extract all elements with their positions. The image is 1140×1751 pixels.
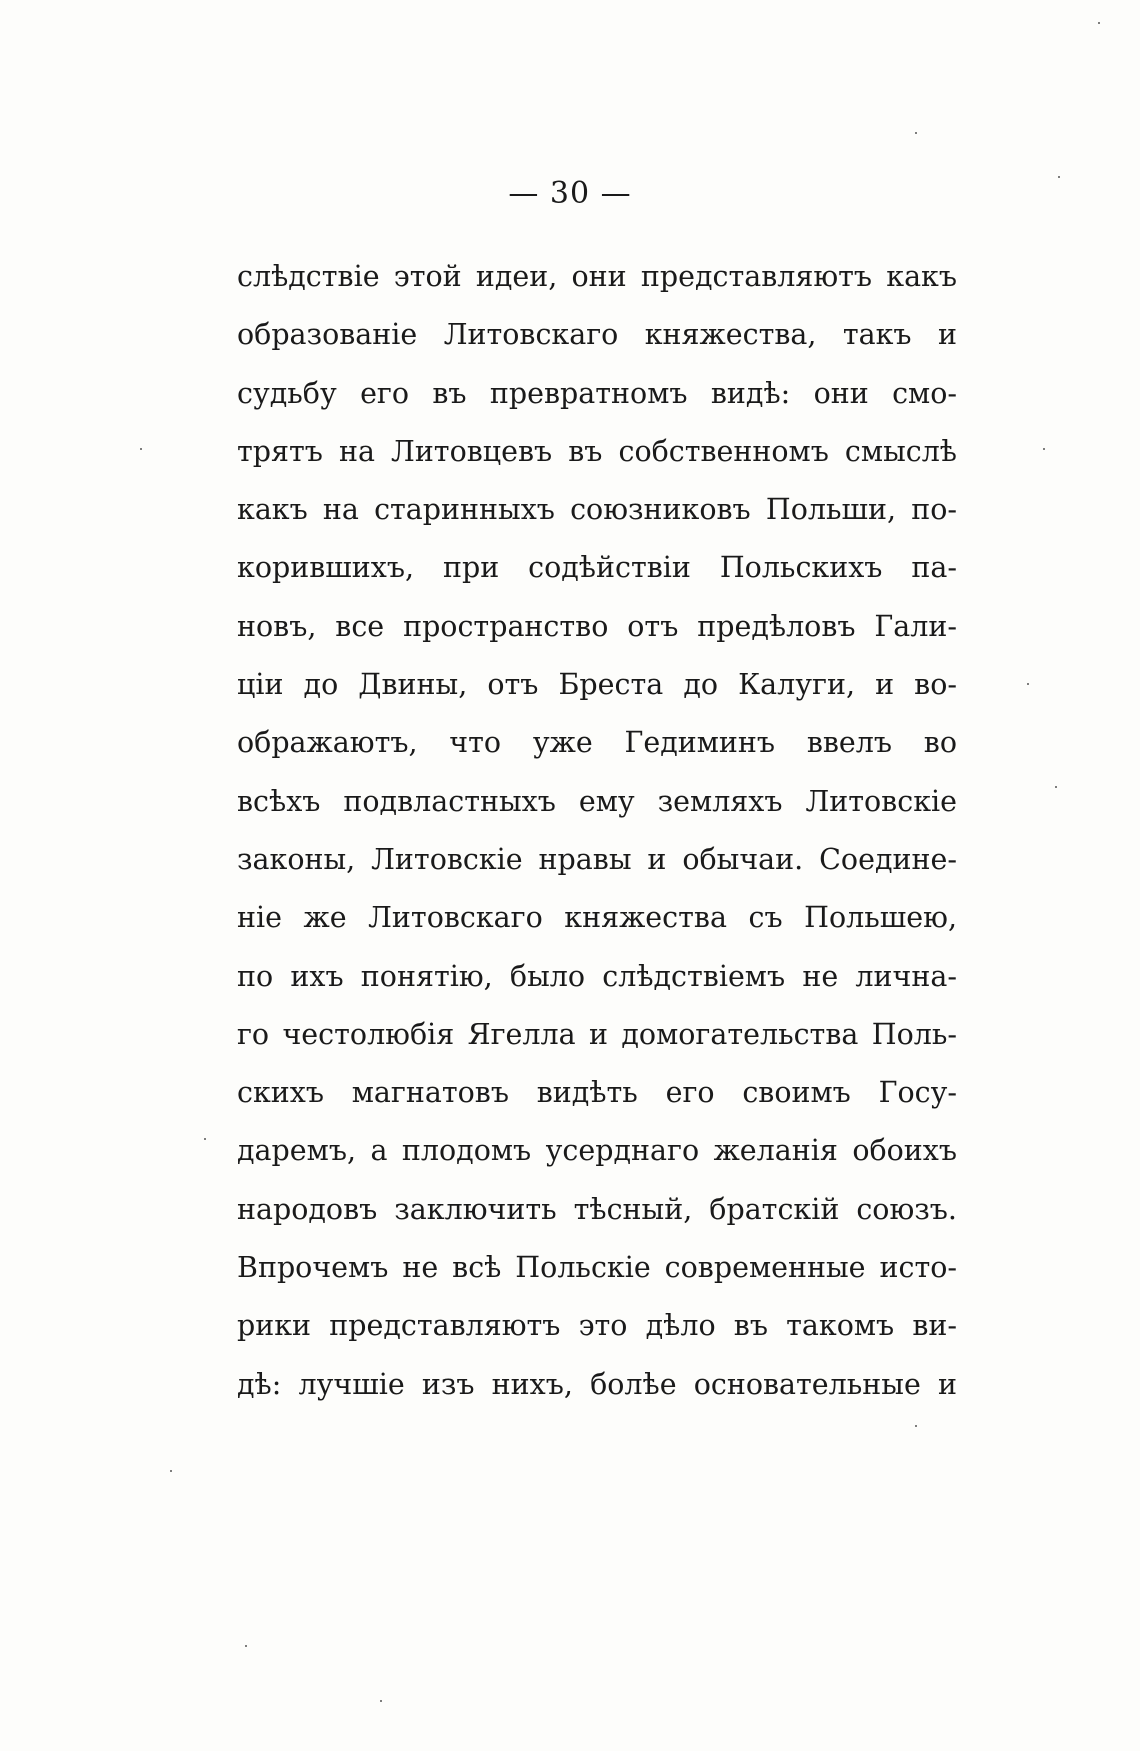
text-line: ціи до Двины, отъ Бреста до Калуги, и во- xyxy=(237,668,957,702)
text-line: судьбу его въ превратномъ видѣ: они смо- xyxy=(237,376,957,410)
text-line: народовъ заключить тѣсный, братскій союзъ. xyxy=(237,1192,957,1226)
text-line: какъ на старинныхъ союзниковъ Польши, по- xyxy=(237,493,957,527)
text-line: новъ, все пространство отъ предѣловъ Гали- xyxy=(237,609,957,643)
text-line: корившихъ, при содѣйствіи Польскихъ па- xyxy=(237,551,957,585)
page-number: — 30 — xyxy=(508,176,632,211)
text-line: го честолюбія Ягелла и домогательства Поль- xyxy=(237,1017,957,1051)
text-line: законы, Литовскіе нравы и обычаи. Соедине- xyxy=(237,842,957,876)
text-line: ніе же Литовскаго княжества съ Польшею, xyxy=(237,901,957,935)
paper-speck xyxy=(380,1700,382,1702)
text-line: по ихъ понятію, было слѣдствіемъ не лична- xyxy=(237,959,957,993)
paper-speck xyxy=(170,1470,172,1472)
paper-speck xyxy=(915,1425,917,1427)
text-line: Впрочемъ не всѣ Польскіе современные исто- xyxy=(237,1251,957,1285)
text-line: слѣдствіе этой идеи, они представляютъ какъ xyxy=(237,260,957,293)
text-line: ображаютъ, что уже Гедиминъ ввелъ во xyxy=(237,726,957,760)
body-text xyxy=(237,248,957,1414)
paper-speck xyxy=(140,448,142,450)
paper-speck xyxy=(1043,448,1045,450)
text-line: рики представляютъ это дѣло въ такомъ ви- xyxy=(237,1309,957,1343)
paper-speck xyxy=(204,1138,206,1140)
text-line: даремъ, а плодомъ усерднаго желанія обоихъ xyxy=(237,1134,957,1168)
text-line: скихъ магнатовъ видѣть его своимъ Госу- xyxy=(237,1076,957,1110)
text-line: всѣхъ подвластныхъ ему земляхъ Литовскіе xyxy=(237,784,957,818)
paper-speck xyxy=(245,1645,247,1647)
text-line: образованіе Литовскаго княжества, такъ и xyxy=(237,318,957,352)
paper-speck xyxy=(1098,22,1100,24)
text-line: дѣ: лучшіе изъ нихъ, болѣе основательные и xyxy=(237,1367,957,1401)
paper-speck xyxy=(1058,176,1060,178)
paper-speck xyxy=(915,132,917,134)
paper-speck xyxy=(1055,786,1057,788)
text-line: трятъ на Литовцевъ въ собственномъ смыслѣ xyxy=(237,434,957,468)
paper-speck xyxy=(1027,683,1029,685)
